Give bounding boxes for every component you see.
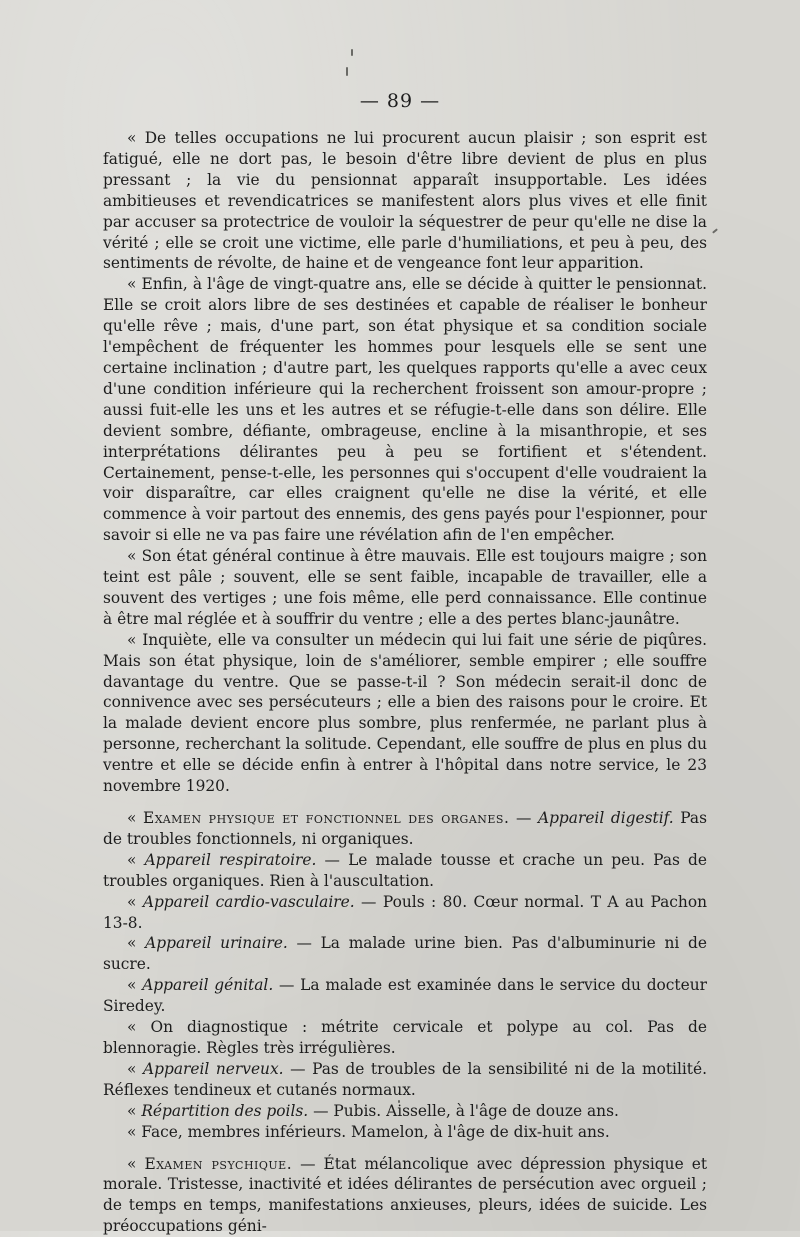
- paragraph: « De telles occupations ne lui procurent aucun plaisir ; son esprit est fatigué, elle ne dort pas, le besoin d'être libre devient de plus en plus pressant ; la vie du pensionnat apparaît insupportable. Les idées ambitieuses et revendicatrices se manifestent alors plus vives et elle finit par accuser sa protectrice de vouloir la séquestrer de peur qu'elle ne dise la vérité ; elle se croit une victime, elle parle d'humiliations, et peu à peu, des sentiments de révolte, de haine et de vengeance font leur apparition.: [103, 128, 707, 274]
- paragraph-rest: — La malade urine bien. Pas d'albuminurie ni de sucre.: [103, 934, 707, 973]
- section-label: Examen psychique.: [144, 1155, 292, 1173]
- paragraph: « Face, membres inférieurs. Mamelon, à l'âge de dix-huit ans.: [103, 1122, 707, 1143]
- dash: —: [292, 1155, 323, 1173]
- open-quote: «: [127, 1060, 143, 1078]
- paragraph: « Inquiète, elle va consulter un médecin qui lui fait une série de piqûres. Mais son état physique, loin de s'améliorer, semble empirer ; elle souffre davantage du ventre. Que se passe-t-il ? Son médecin serait-il donc de connivence avec ses persécuteurs ; elle a bien des raisons pour le croire. Et la malade devient encore plus sombre, plus renfermée, ne parlant plus à personne, recherchant la solitude. Cependant, elle souffre de plus en plus du ventre et elle se décide enfin à entrer à l'hôpital dans notre service, le 23 novembre 1920.: [103, 630, 707, 797]
- body-text: [103, 128, 707, 1237]
- paragraph: « Son état général continue à être mauvais. Elle est toujours maigre ; son teint est pâle ; souvent, elle se sent faible, incapable de travailler, elle a souvent des vertiges ; une fois même, elle perd connaissance. Elle continue à être mal réglée et à souffrir du ventre ; elle a des pertes blanc-jaunâtre.: [103, 546, 707, 630]
- subsection-title: Appareil digestif.: [538, 809, 674, 827]
- paragraph-rest: — Le malade tousse et crache un peu. Pas de troubles organiques. Rien à l'auscultation.: [103, 851, 707, 890]
- paper-speck: [346, 67, 348, 76]
- paragraph-rest: — Pubis. Aisselle, à l'âge de douze ans.: [308, 1102, 619, 1120]
- paragraph-psych-heading: [103, 1154, 707, 1237]
- paper-speck: [712, 228, 718, 233]
- subsection-title: Appareil respiratoire.: [145, 851, 317, 869]
- paragraph: « On diagnostique : métrite cervicale et polype au col. Pas de blennoragie. Règles très irrégulières.: [103, 1017, 707, 1059]
- subsection-title: Appareil urinaire.: [145, 934, 288, 952]
- open-quote: «: [127, 976, 142, 994]
- paragraph-exam-heading: [103, 808, 707, 850]
- paragraph-rest: Pas de troubles fonctionnels, ni organiques.: [103, 809, 707, 848]
- subsection-title: Répartition des poils.: [141, 1102, 308, 1120]
- open-quote: «: [127, 809, 143, 827]
- paragraph-rest: État mélancolique avec dépression physique et morale. Tristesse, inactivité et idées délirantes de persécution avec orgueil ; de temps en temps, manifestations anxieuses, pleurs, idées de suicide. Les préoccupations géni-: [103, 1155, 707, 1236]
- open-quote: «: [127, 851, 145, 869]
- paragraph: [103, 975, 707, 1017]
- subsection-title: Appareil nerveux.: [143, 1060, 284, 1078]
- paragraph-rest: — Pouls : 80. Cœur normal. T A au Pachon 13-8.: [103, 893, 707, 932]
- paragraph: « Enfin, à l'âge de vingt-quatre ans, elle se décide à quitter le pensionnat. Elle se croit alors libre de ses destinées et capable de réaliser le bonheur qu'elle rêve ; mais, d'une part, son état physique et sa condition sociale l'empêchent de fréquenter les hommes pour lesquels elle se sent une certaine inclination ; d'autre part, les quelques rapports qu'elle a avec ceux d'une condition inférieure qui la recherchent froissent son amour-propre ; aussi fuit-elle les uns et les autres et se réfugie-t-elle dans son délire. Elle devient sombre, défiante, ombrageuse, encline à la misanthropie, et ses interprétations délirantes peu à peu se fortifient et s'étendent. Certainement, pense-t-elle, les personnes qui s'occupent d'elle voudraient la voir disparaître, car elles craignent qu'elle ne dise la vérité, et elle commence à voir partout des ennemis, des gens payés pour l'espionner, pour savoir si elle ne va pas faire une révélation afin de l'en empêcher.: [103, 274, 707, 546]
- paper-speck: [351, 49, 353, 56]
- paragraph-rest: — La malade est examinée dans le service du docteur Siredey.: [103, 976, 707, 1015]
- dash: —: [509, 809, 538, 827]
- paragraph: [103, 933, 707, 975]
- paragraph: [103, 892, 707, 934]
- section-label: Examen physique et fonctionnel des organes.: [143, 809, 509, 827]
- subsection-title: Appareil cardio-vasculaire.: [143, 893, 355, 911]
- page-number: — 89 —: [0, 90, 800, 112]
- open-quote: «: [127, 1155, 144, 1173]
- paragraph: [103, 1101, 707, 1122]
- open-quote: «: [127, 934, 145, 952]
- paragraph: [103, 1059, 707, 1101]
- paragraph: [103, 850, 707, 892]
- subsection-title: Appareil génital.: [142, 976, 273, 994]
- paragraph-rest: — Pas de troubles de la sensibilité ni de la motilité. Réflexes tendineux et cutanés normaux.: [103, 1060, 707, 1099]
- open-quote: «: [127, 1102, 141, 1120]
- open-quote: «: [127, 893, 143, 911]
